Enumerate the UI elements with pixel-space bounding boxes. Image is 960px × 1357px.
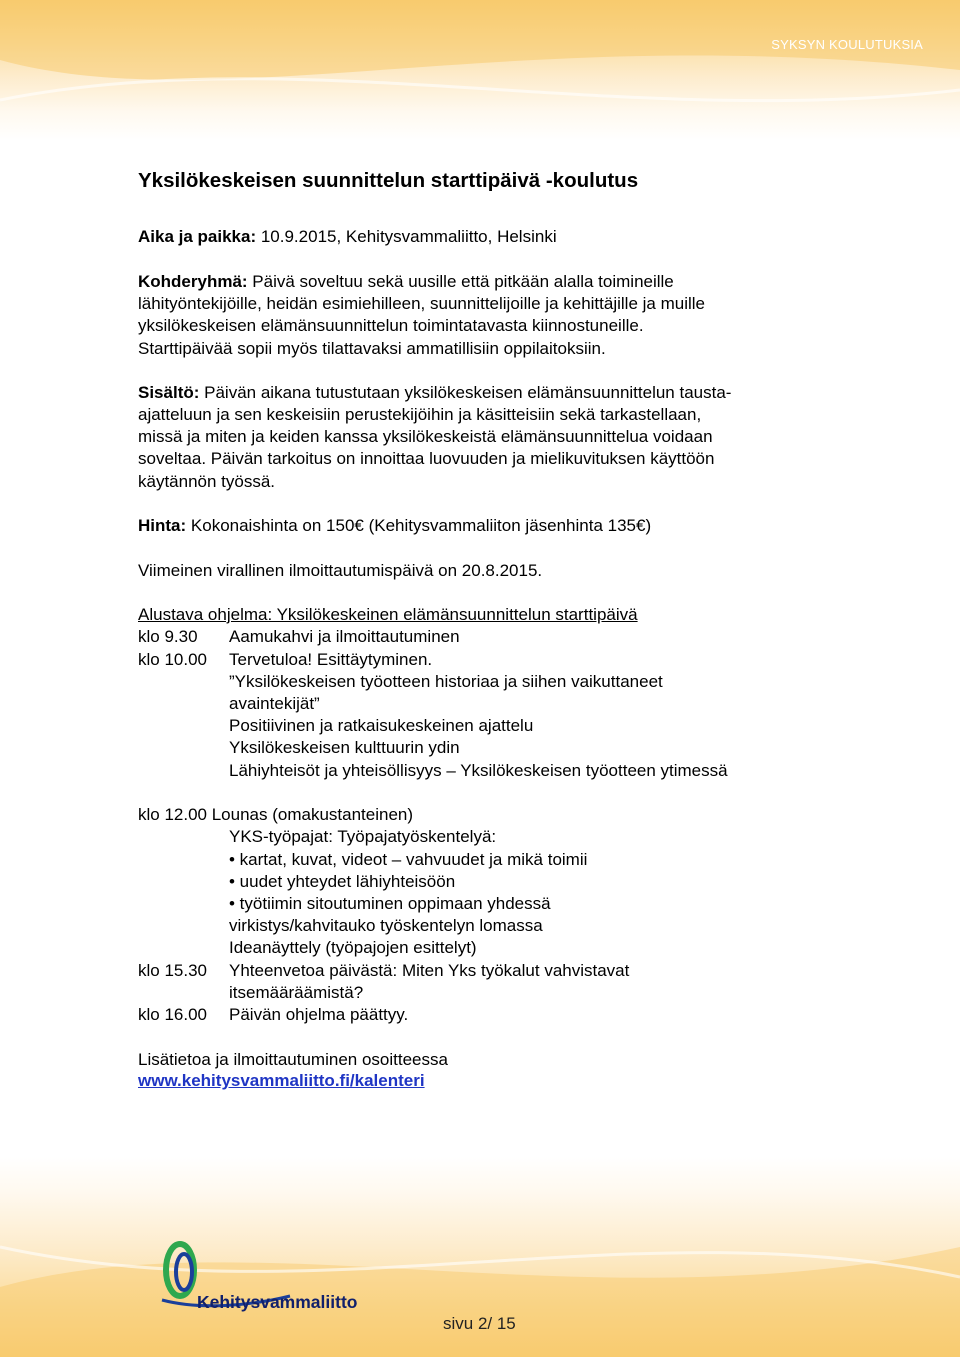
page-number: sivu 2/ 15 (443, 1314, 516, 1333)
header-swirl-decoration (0, 0, 960, 140)
program-time: klo 15.30 (138, 961, 207, 980)
content-label: Sisältö: (138, 383, 200, 402)
program-detail: itsemääräämistä? (229, 983, 364, 1002)
program-activity: Päivän ohjelma päättyy. (229, 1005, 409, 1024)
deadline-line: Viimeinen virallinen ilmoittautumispäivä on 20.8.2015. (138, 561, 543, 580)
content-text-1: Päivän aikana tutustutaan yksilökeskeisen elämänsuunnittelun tausta- (199, 383, 732, 402)
logo-wordmark: Kehitysvammaliitto (197, 1292, 358, 1312)
workshop-bullet: • uudet yhteydet lähiyhteisöön (229, 872, 456, 891)
target-group-line-4: Starttipäivää sopii myös tilattavaksi ammatillisiin oppilaitoksiin. (138, 339, 606, 358)
target-group-text-1: Päivä soveltuu sekä uusille että pitkään alalla toimineille (247, 272, 674, 291)
price-label: Hinta: (138, 516, 187, 535)
program-detail: Ideanäyttely (työpajojen esittelyt) (229, 938, 477, 957)
program-time: klo 16.00 (138, 1005, 207, 1024)
program-activity: Aamukahvi ja ilmoittautuminen (229, 627, 460, 646)
program-detail: Positiivinen ja ratkaisukeskeinen ajattelu (229, 716, 534, 735)
workshop-bullet: • kartat, kuvat, videot – vahvuudet ja mikä toimii (229, 850, 588, 869)
content-line-5: käytännön työssä. (138, 472, 276, 491)
time-place-text: 10.9.2015, Kehitysvammaliitto, Helsinki (256, 227, 557, 246)
program-row-1200: klo 12.00 Lounas (omakustanteinen) (138, 805, 414, 824)
target-group-line-1 (138, 271, 674, 293)
program-detail: ”Yksilökeskeisen työotteen historiaa ja siihen vaikuttaneet (229, 672, 663, 691)
program-time: klo 10.00 (138, 650, 207, 669)
content-line-4: soveltaa. Päivän tarkoitus on innoittaa luovuuden ja mielikuvituksen käyttöön (138, 449, 715, 468)
content-line-3: missä ja miten ja keiden kanssa yksilökeskeistä elämänsuunnittelua voidaan (138, 427, 713, 446)
target-group-line-2: lähityöntekijöille, heidän esimiehilleen, suunnittelijoille ja kehittäjille ja muille (138, 294, 705, 313)
workshop-heading: YKS-työpajat: Työpajatyöskentelyä: (229, 827, 497, 846)
program-activity: Yhteenvetoa päivästä: Miten Yks työkalut vahvistavat (229, 961, 630, 980)
time-place-label: Aika ja paikka: (138, 227, 257, 246)
more-info-text: Lisätietoa ja ilmoittautuminen osoitteessa (138, 1050, 448, 1069)
calendar-link[interactable]: www.kehitysvammaliitto.fi/kalenteri (138, 1071, 425, 1090)
program-detail: Yksilökeskeisen kulttuurin ydin (229, 738, 460, 757)
target-group-label: Kohderyhmä: (138, 272, 248, 291)
content-line-2: ajatteluun ja sen keskeisiin perustekijöihin ja käsitteisiin sekä tarkastellaan, (138, 405, 702, 424)
header-label: SYKSYN KOULUTUKSIA (771, 37, 923, 52)
program-heading: Alustava ohjelma: Yksilökeskeinen elämänsuunnittelun starttipäivä (138, 605, 638, 624)
program-time: klo 9.30 (138, 627, 198, 646)
program-activity: Tervetuloa! Esittäytyminen. (229, 650, 433, 669)
page-title: Yksilökeskeisen suunnittelun starttipäivä -koulutus (138, 169, 639, 192)
target-group-line-3: yksilökeskeisen elämänsuunnittelun toimintatavasta kiinnostuneille. (138, 316, 644, 335)
program-detail: virkistys/kahvitauko työskentelyn lomassa (229, 916, 543, 935)
price-text: Kokonaishinta on 150€ (Kehitysvammaliiton jäsenhinta 135€) (186, 516, 652, 535)
program-detail: avaintekijät” (229, 694, 320, 713)
price-line (138, 515, 651, 537)
time-place-line (138, 226, 557, 248)
program-detail: Lähiyhteisöt ja yhteisöllisyys – Yksilökeskeisen työotteen ytimessä (229, 761, 728, 780)
content-line-1 (138, 382, 731, 404)
workshop-bullet: • työtiimin sitoutuminen oppimaan yhdessä (229, 894, 551, 913)
